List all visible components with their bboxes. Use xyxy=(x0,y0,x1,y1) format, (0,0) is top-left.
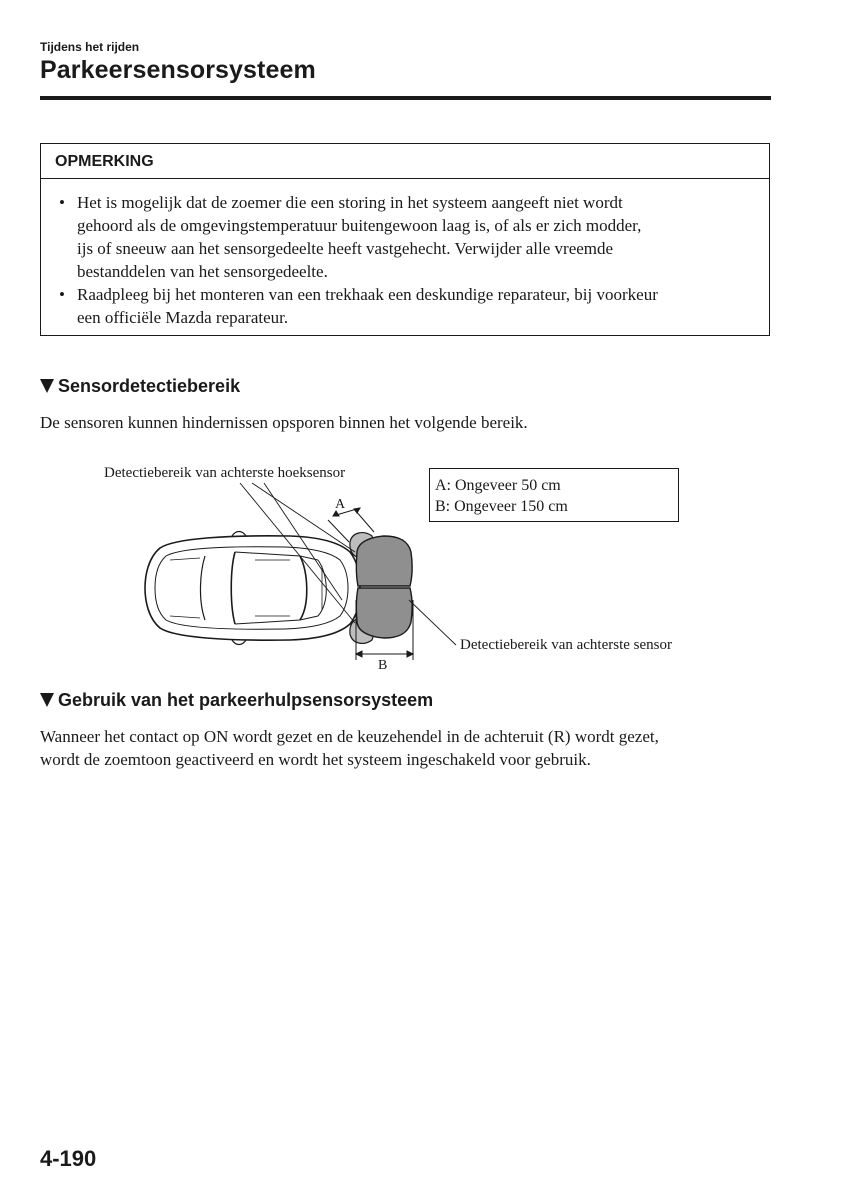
marker-a: A xyxy=(335,497,346,512)
legend-item-a: A: Ongeveer 50 cm xyxy=(435,477,561,494)
label-rear-sensor-range: Detectiebereik van achterste sensor xyxy=(460,637,672,653)
note-line: Het is mogelijk dat de zoemer die een storing in het systeem aangeeft niet wordt xyxy=(77,193,623,212)
triangle-down-icon xyxy=(40,693,54,707)
marker-b: B xyxy=(378,658,388,673)
body-line: wordt de zoemtoon geactiveerd en wordt het systeem ingeschakeld voor gebruik. xyxy=(40,750,591,769)
rear-sensor-zone-top xyxy=(356,536,412,586)
bullet-dot: • xyxy=(59,193,65,212)
section-label: Tijdens het rijden xyxy=(40,40,140,54)
note-heading: OPMERKING xyxy=(41,144,769,179)
leader-lines xyxy=(240,483,456,645)
section-body xyxy=(40,725,659,771)
bullet-dot: • xyxy=(59,285,65,304)
section-heading-text: Sensordetectiebereik xyxy=(58,376,241,396)
body-line: Wanneer het contact op ON wordt gezet en de keuzehendel in de achteruit (R) wordt gezet, xyxy=(40,727,659,746)
note-line: Raadpleeg bij het monteren van een trekhaak een deskundige reparateur, bij voorkeur xyxy=(77,285,658,304)
note-line: ijs of sneeuw aan het sensorgedeelte heeft vastgehecht. Verwijder alle vreemde xyxy=(77,239,614,258)
note-line: een officiële Mazda reparateur. xyxy=(77,308,289,327)
page-title: Parkeersensorsysteem xyxy=(40,56,316,84)
label-corner-sensor-range: Detectiebereik van achterste hoeksensor xyxy=(104,465,346,481)
section-body: De sensoren kunnen hindernissen opsporen binnen het volgende bereik. xyxy=(40,413,528,432)
section-heading-text: Gebruik van het parkeerhulpsensorsysteem xyxy=(58,690,434,710)
note-line: bestanddelen van het sensorgedeelte. xyxy=(77,262,328,281)
rear-sensor-zone-bottom xyxy=(356,588,412,638)
section-heading-usage xyxy=(40,690,433,711)
page-number: 4-190 xyxy=(40,1146,97,1171)
legend-item-b: B: Ongeveer 150 cm xyxy=(435,498,568,515)
car-top-view-icon xyxy=(145,532,360,645)
note-line: gehoord als de omgevingstemperatuur buitengewoon laag is, of als er zich modder, xyxy=(77,216,642,235)
